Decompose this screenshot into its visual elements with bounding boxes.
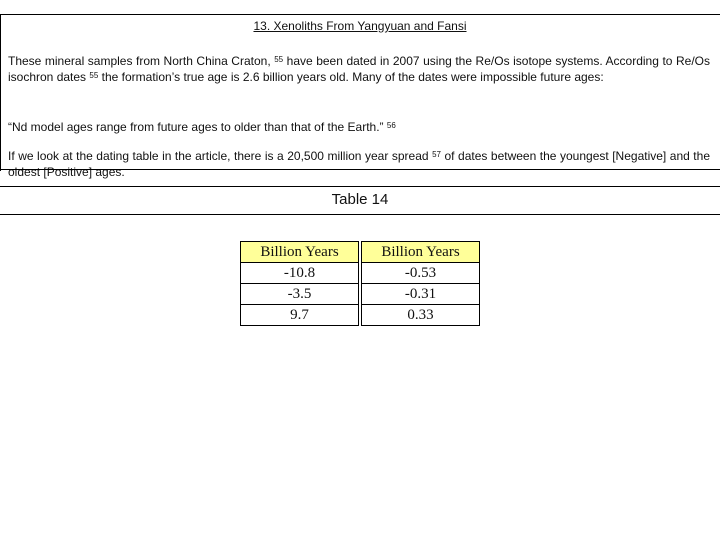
footnote-ref: 56 bbox=[386, 121, 396, 130]
divider-line bbox=[0, 214, 720, 215]
footnote-ref: 55 bbox=[274, 55, 284, 64]
column-header: Billion Years bbox=[362, 242, 480, 263]
table-header-row bbox=[241, 242, 480, 263]
table-row bbox=[241, 305, 480, 326]
column-header: Billion Years bbox=[241, 242, 359, 263]
section-title: 13. Xenoliths From Yangyuan and Fansi bbox=[253, 19, 467, 33]
table-cell: -10.8 bbox=[241, 263, 359, 284]
table-cell: -0.53 bbox=[362, 263, 480, 284]
footnote-ref: 55 bbox=[89, 71, 99, 80]
table-row bbox=[241, 284, 480, 305]
intro-text-1: These mineral samples from North China Craton, bbox=[8, 54, 275, 68]
quote-text: “Nd model ages range from future ages to older than that of the Earth.” bbox=[8, 120, 387, 134]
table-row bbox=[241, 263, 480, 284]
intro-text-3: the formation’s true age is 2.6 billion years old. Many of the dates were impossible future ages: bbox=[98, 70, 604, 84]
table-cell: -3.5 bbox=[241, 284, 359, 305]
spread-text-2: of dates between the youngest [Negative] and the oldest [Positive] ages. bbox=[8, 149, 710, 179]
dates-table bbox=[240, 241, 480, 326]
divider-line bbox=[0, 169, 720, 170]
quote-paragraph bbox=[8, 119, 710, 135]
table-cell: 0.33 bbox=[362, 305, 480, 326]
intro-paragraph bbox=[8, 53, 710, 85]
spread-paragraph bbox=[8, 148, 710, 180]
table-cell: -0.31 bbox=[362, 284, 480, 305]
spread-text-1: If we look at the dating table in the article, there is a 20,500 million year spread bbox=[8, 149, 433, 163]
table-title: Table 14 bbox=[331, 191, 389, 208]
divider-line bbox=[0, 186, 720, 187]
intro-text-2: have been dated in 2007 using the Re/Os isotope systems. According to Re/Os isochron dates bbox=[8, 54, 710, 84]
table-cell: 9.7 bbox=[241, 305, 359, 326]
footnote-ref: 57 bbox=[432, 150, 441, 159]
